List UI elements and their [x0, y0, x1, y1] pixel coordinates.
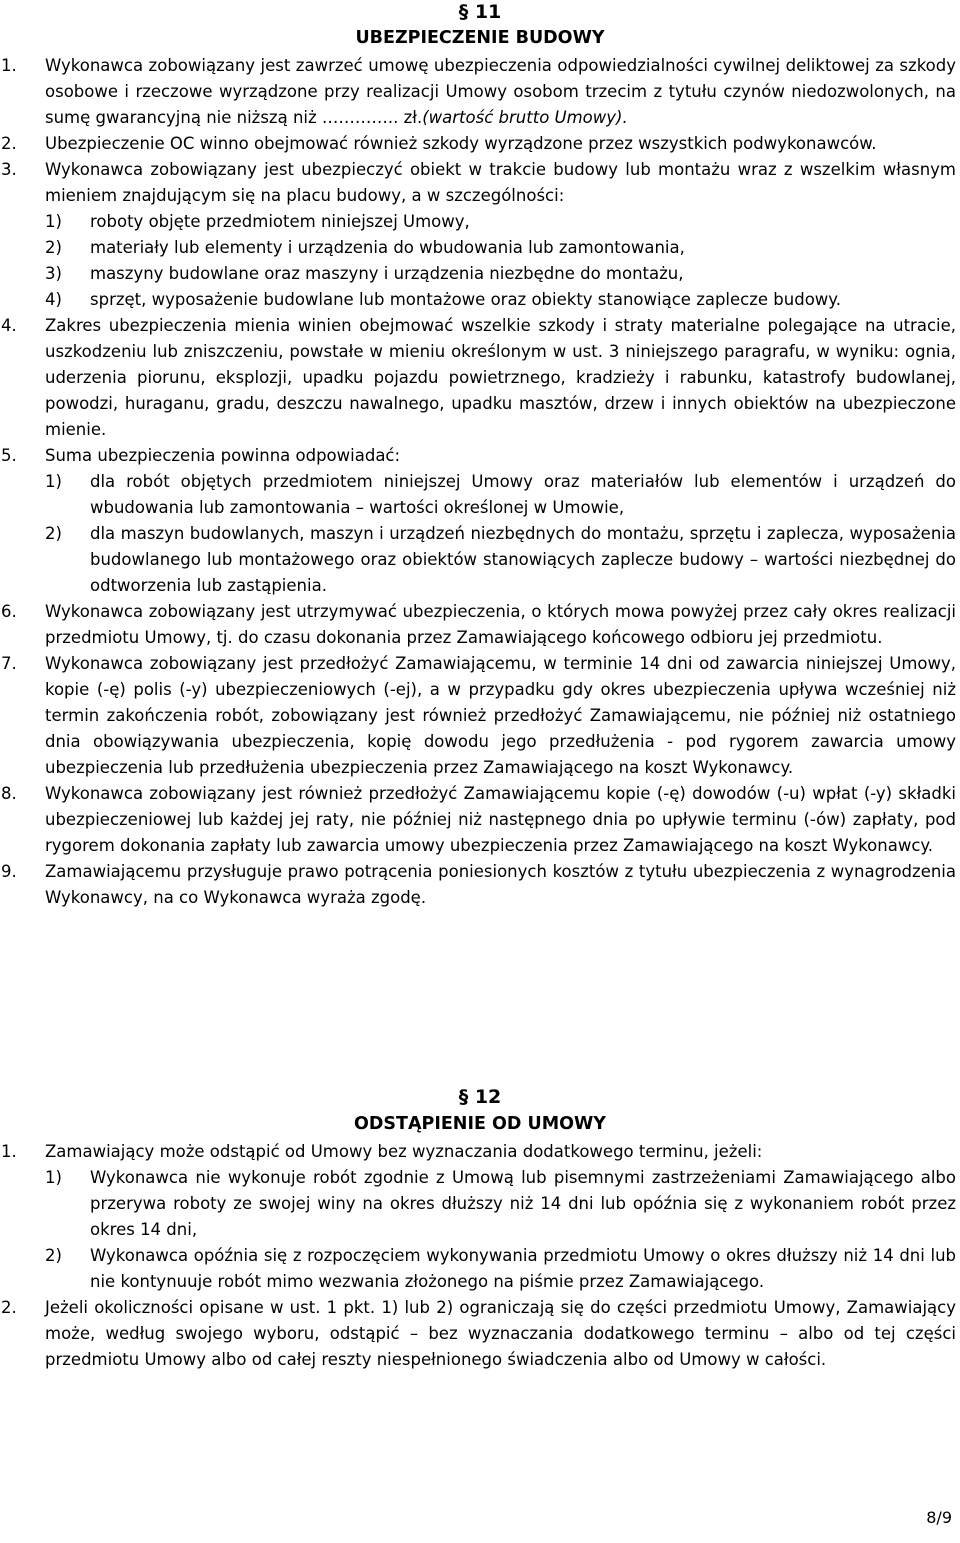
section-12-list	[0, 1139, 960, 1373]
list-item: 2. Jeżeli okoliczności opisane w ust. 1 pkt. 1) lub 2) ograniczają się do części przedmiotu Umowy, Zamawiający może, według swojego wyboru, odstąpić – bez wyznaczania dodatkowego terminu – albo od tej części przedmiotu Umowy albo od całej reszty niespełnionego świadczenia albo od Umowy w całości.	[1, 1298, 956, 1369]
item-text: Zakres ubezpieczenia mienia winien obejmować wszelkie szkody i straty materialne polegające na utracie, uszkodzeniu lub zniszczeniu, powstałe w mieniu określonym w ust. 3 niniejszego paragrafu, w wyniku: ognia, uderzenia piorunu, eksplozji, upadku pojazdu powietrznego, kradzieży i rabunku, katastrofy budowlanej, powodzi, huraganu, gradu, deszczu nawalnego, upadku masztów, drzew i innych obiektów na ubezpieczone mienie.	[45, 316, 956, 439]
sub-item: 1) roboty objęte przedmiotem niniejszej Umowy,	[45, 212, 470, 231]
list-item: 4. Zakres ubezpieczenia mienia winien obejmować wszelkie szkody i straty materialne polegające na utracie, uszkodzeniu lub zniszczeniu, powstałe w mieniu określonym w ust. 3 niniejszego paragrafu, w wyniku: ognia, uderzenia piorunu, eksplozji, upadku pojazdu powietrznego, kradzieży i rabunku, katastrofy budowlanej, powodzi, huraganu, gradu, deszczu nawalnego, upadku masztów, drzew i innych obiektów na ubezpieczone mienie.	[1, 316, 956, 439]
item-text: Suma ubezpieczenia powinna odpowiadać:	[45, 446, 401, 465]
list-item: 6. Wykonawca zobowiązany jest utrzymywać ubezpieczenia, o których mowa powyżej przez cały okres realizacji przedmiotu Umowy, tj. do czasu dokonania przez Zamawiającego końcowego odbioru jej przedmiotu.	[1, 602, 956, 647]
sub-item: 4) sprzęt, wyposażenie budowlane lub montażowe oraz obiekty stanowiące zaplecze budowy.	[45, 290, 841, 309]
list-item: 5. Suma ubezpieczenia powinna odpowiadać: 1) dla robót objętych przedmiotem niniejszej Umowy oraz materiałów lub elementów i urządzeń do wbudowania lub zamontowania – wartości określonej w Umowie, 2) dla maszyn budowlanych, maszyn i urządzeń niezbędnych do montażu, sprzętu i zaplecza, wyposażenia budowlanego lub montażowego oraz obiektów stanowiących zaplecze budowy – wartości niezbędnej do odtworzenia lub zastąpienia.	[0, 443, 960, 599]
item-text: Wykonawca zobowiązany jest ubezpieczyć obiekt w trakcie budowy lub montażu wraz z wszelkim własnym mieniem znajdującym się na placu budowy, a w szczególności:	[45, 160, 956, 205]
item-text: Wykonawca zobowiązany jest utrzymywać ubezpieczenia, o których mowa powyżej przez cały okres realizacji przedmiotu Umowy, tj. do czasu dokonania przez Zamawiającego końcowego odbioru jej przedmiotu.	[45, 602, 956, 647]
section-11-number: § 11	[458, 1, 502, 23]
item-text: Zamawiającemu przysługuje prawo potrącenia poniesionych kosztów z tytułu ubezpieczenia z wynagrodzenia Wykonawcy, na co Wykonawca wyraża zgodę.	[45, 862, 956, 907]
section-11-title: UBEZPIECZENIE BUDOWY	[355, 28, 605, 48]
item-text: Wykonawca zobowiązany jest zawrzeć umowę ubezpieczenia odpowiedzialności cywilnej deliktowej za szkody osobowe i rzeczowe wyrządzone przy realizacji Umowy osobom trzecim z tytułu czynów niedozwolonych, na sumę gwarancyjną nie niższą niż ………….. zł.	[45, 56, 956, 127]
page-number: 8/9	[926, 1508, 952, 1527]
section-12-number: § 12	[458, 1086, 502, 1108]
list-item: 8. Wykonawca zobowiązany jest również przedłożyć Zamawiającemu kopie (-ę) dowodów (-u) wpłat (-y) składki ubezpieczeniowej lub każdej jej raty, nie później niż następnego dnia po upływie terminu (-ów) zapłaty, pod rygorem dokonania zapłaty lub zawarcia umowy ubezpieczenia przez Zamawiającego na koszt Wykonawcy.	[1, 784, 956, 855]
list-item: 7. Wykonawca zobowiązany jest przedłożyć Zamawiającemu, w terminie 14 dni od zawarcia niniejszej Umowy, kopie (-ę) polis (-y) ubezpieczeniowych (-ej), a w przypadku gdy okres ubezpieczenia upływa wcześniej niż termin zakończenia robót, zobowiązany jest również przedłożyć Zamawiającemu, nie później niż ostatniego dnia obowiązywania ubezpieczenia, kopię dowodu jego przedłużenia - pod rygorem zawarcia umowy ubezpieczenia lub przedłużenia ubezpieczenia przez Zamawiającego na koszt Wykonawcy.	[1, 654, 956, 777]
list-item: 1. Zamawiający może odstąpić od Umowy bez wyznaczania dodatkowego terminu, jeżeli: 1) Wykonawca nie wykonuje robót zgodnie z Umową lub pisemnymi zastrzeżeniami Zamawiającego albo przerywa roboty ze swojej winy na okres dłuższy niż 14 dni lub opóźnia się z wykonaniem robót przez okres 14 dni, 2) Wykonawca opóźnia się z rozpoczęciem wykonywania przedmiotu Umowy o okres dłuższy niż 14 dni lub nie kontynuuje robót mimo wezwania złożonego na piśmie przez Zamawiającego.	[0, 1139, 960, 1295]
sub-item: 1) dla robót objętych przedmiotem niniejszej Umowy oraz materiałów lub elementów i urządzeń do wbudowania lub zamontowania – wartości określonej w Umowie,	[45, 472, 956, 517]
list-item: 9. Zamawiającemu przysługuje prawo potrącenia poniesionych kosztów z tytułu ubezpieczenia z wynagrodzenia Wykonawcy, na co Wykonawca wyraża zgodę.	[1, 862, 956, 907]
item-text: Wykonawca zobowiązany jest również przedłożyć Zamawiającemu kopie (-ę) dowodów (-u) wpłat (-y) składki ubezpieczeniowej lub każdej jej raty, nie później niż następnego dnia po upływie terminu (-ów) zapłaty, pod rygorem dokonania zapłaty lub zawarcia umowy ubezpieczenia przez Zamawiającego na koszt Wykonawcy.	[45, 784, 956, 855]
sub-item: 1) Wykonawca nie wykonuje robót zgodnie z Umową lub pisemnymi zastrzeżeniami Zamawiającego albo przerywa roboty ze swojej winy na okres dłuższy niż 14 dni lub opóźnia się z wykonaniem robót przez okres 14 dni,	[45, 1168, 956, 1239]
list-item: 3. Wykonawca zobowiązany jest ubezpieczyć obiekt w trakcie budowy lub montażu wraz z wszelkim własnym mieniem znajdującym się na placu budowy, a w szczególności: 1) roboty objęte przedmiotem niniejszej Umowy, 2) materiały lub elementy i urządzenia do wbudowania lub zamontowania, 3) maszyny budowlane oraz maszyny i urządzenia niezbędne do montażu, 4) sprzęt, wyposażenie budowlane lub montażowe oraz obiekty stanowiące zaplecze budowy.	[0, 157, 960, 313]
item-text: Wykonawca zobowiązany jest przedłożyć Zamawiającemu, w terminie 14 dni od zawarcia niniejszej Umowy, kopie (-ę) polis (-y) ubezpieczeniowych (-ej), a w przypadku gdy okres ubezpieczenia upływa wcześniej niż termin zakończenia robót, zobowiązany jest również przedłożyć Zamawiającemu, nie później niż ostatniego dnia obowiązywania ubezpieczenia, kopię dowodu jego przedłużenia - pod rygorem zawarcia umowy ubezpieczenia lub przedłużenia ubezpieczenia przez Zamawiającego na koszt Wykonawcy.	[45, 654, 956, 777]
item-text: Ubezpieczenie OC winno obejmować również szkody wyrządzone przez wszystkich podwykonawców.	[45, 134, 877, 153]
list-item: 1. Wykonawca zobowiązany jest zawrzeć umowę ubezpieczenia odpowiedzialności cywilnej deliktowej za szkody osobowe i rzeczowe wyrządzone przy realizacji Umowy osobom trzecim z tytułu czynów niedozwolonych, na sumę gwarancyjną nie niższą niż ………….. zł.(wartość brutto Umowy).	[1, 56, 956, 127]
item-text: Jeżeli okoliczności opisane w ust. 1 pkt. 1) lub 2) ograniczają się do części przedmiotu Umowy, Zamawiający może, według swojego wyboru, odstąpić – bez wyznaczania dodatkowego terminu – albo od tej części przedmiotu Umowy albo od całej reszty niespełnionego świadczenia albo od Umowy w całości.	[45, 1298, 956, 1369]
section-12-title: ODSTĄPIENIE OD UMOWY	[354, 1114, 606, 1134]
list-item: 2. Ubezpieczenie OC winno obejmować również szkody wyrządzone przez wszystkich podwykonawców.	[1, 134, 877, 153]
sub-item: 2) dla maszyn budowlanych, maszyn i urządzeń niezbędnych do montażu, sprzętu i zaplecza, wyposażenia budowlanego lub montażowego oraz obiektów stanowiących zaplecze budowy – wartości niezbędnej do odtworzenia lub zastąpienia.	[45, 524, 956, 595]
sub-item: 2) Wykonawca opóźnia się z rozpoczęciem wykonywania przedmiotu Umowy o okres dłuższy niż 14 dni lub nie kontynuuje robót mimo wezwania złożonego na piśmie przez Zamawiającego.	[45, 1246, 956, 1291]
sub-item: 2) materiały lub elementy i urządzenia do wbudowania lub zamontowania,	[45, 238, 685, 257]
item-italic-note: (wartość brutto Umowy).	[422, 108, 628, 127]
sub-item: 3) maszyny budowlane oraz maszyny i urządzenia niezbędne do montażu,	[45, 264, 684, 283]
section-11-list	[0, 53, 960, 911]
item-text: Zamawiający może odstąpić od Umowy bez wyznaczania dodatkowego terminu, jeżeli:	[45, 1142, 763, 1161]
